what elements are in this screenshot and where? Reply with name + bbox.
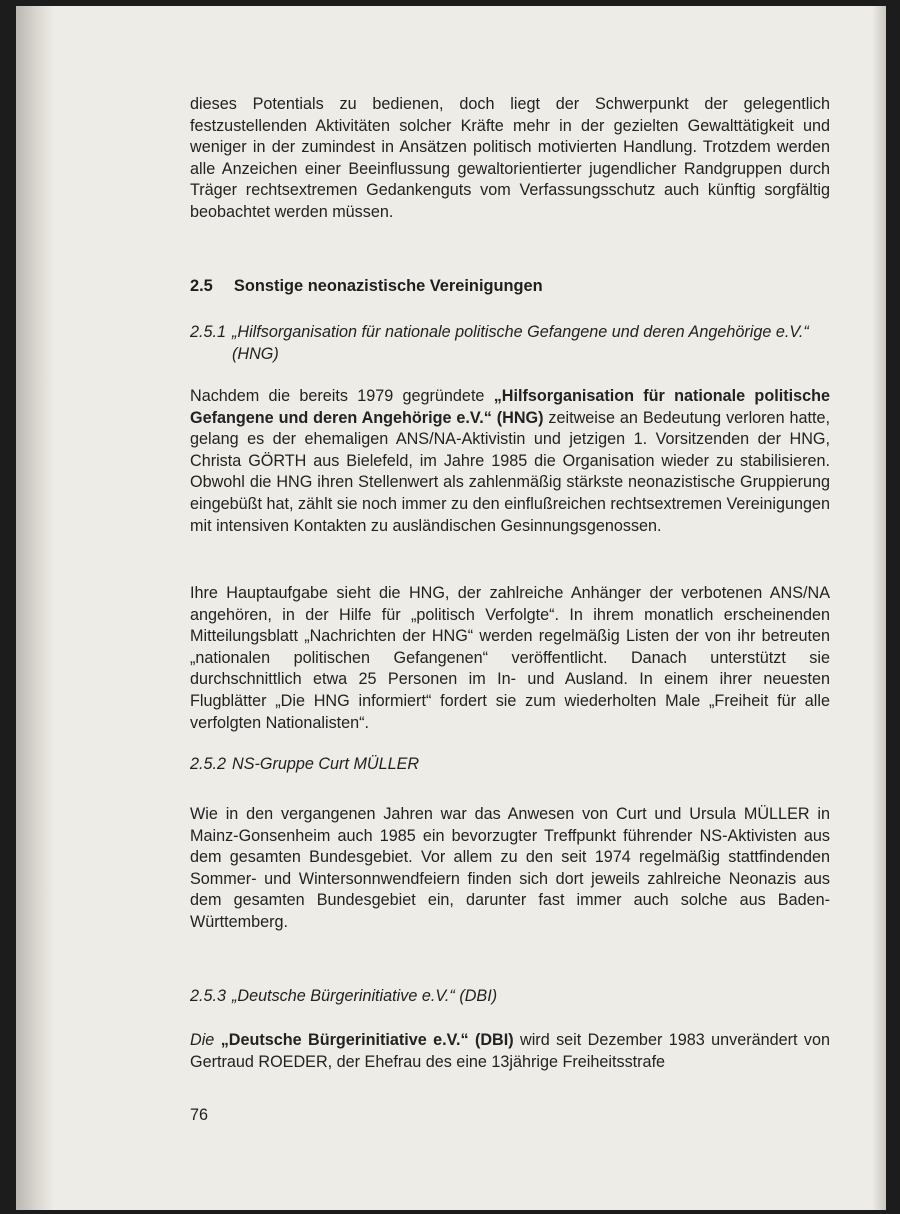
hng-paragraph-2: Ihre Hauptaufgabe sieht die HNG, der zahlreiche Anhänger der verbotenen ANS/NA angehören, in der Hilfe für „politisch Verfolgte“. In ihrem monatlich erscheinenden Mitteilungsblatt „Nachrichten der HNG“ werden regelmäßig Listen der von ihr betreuten „nationalen politischen Gefangenen“ veröffentlicht. Danach unterstützt sie durchschnittlich etwa 25 Personen im In- und Ausland. In einem ihrer neuesten Flugblätter „Die HNG informiert“ fordert sie zum wiederholten Male „Freiheit für alle verfolgten Nationalisten“. <box>190 584 830 732</box>
subsection-number: 2.5.3 <box>190 987 227 1005</box>
subsection-heading-2-5-1 <box>190 322 830 365</box>
text-run: zeitweise an Bedeutung verloren hatte, gelang es der ehemaligen ANS/NA-Aktivistin und jetzigen 1. Vorsitzenden der HNG, Christa GÖRTH aus Bielefeld, im Jahre 1985 die Organisation wieder zu stabilisieren. Obwohl die HNG ihren Stellenwert als zahlenmäßig stärkste neonazistische Gruppierung eingebüßt hat, zählt sie noch immer zu den einflußreichen rechtsextremen Vereinigungen mit intensiven Kontakten zu ausländischen Gesinnungsgenossen. <box>190 408 830 535</box>
hng-paragraph-1 <box>190 386 830 537</box>
subsection-number: 2.5.1 <box>190 323 227 341</box>
subsection-title: „Deutsche Bürgerinitiative e.V.“ (DBI) <box>232 987 498 1005</box>
text-run: Nachdem die bereits 1979 gegründete <box>190 387 494 405</box>
page-number: 76 <box>190 1106 209 1124</box>
section-heading-2-5 <box>190 277 830 296</box>
organization-name-bold: „Hilfsorganisation für nationale politische Gefangene und deren Angehörige e.V.“ (HNG) <box>190 387 830 427</box>
binding-shadow <box>16 6 54 1210</box>
mueller-paragraph: Wie in den vergangenen Jahren war das Anwesen von Curt und Ursula MÜLLER in Mainz-Gonsenheim auch 1985 ein bevorzugter Treffpunkt führender NS-Aktivisten aus dem gesamten Bundesgebiet. Vor allem zu den seit 1974 regelmäßig stattfindenden Sommer- und Wintersonnwendfeiern finden sich dort jeweils zahlreiche Neonazis aus dem gesamten Bundesgebiet ein, darunter fast immer auch solche aus Baden-Württemberg. <box>190 805 830 931</box>
subsection-heading-2-5-2 <box>190 754 830 776</box>
subsection-title: NS-Gruppe Curt MÜLLER <box>232 755 420 773</box>
subsection-title: „Hilfsorganisation für nationale politische Gefangene und deren Angehörige e.V.“ (HNG) <box>232 323 809 363</box>
dbi-paragraph <box>190 1030 830 1073</box>
subsection-heading-2-5-3 <box>190 986 830 1008</box>
intro-paragraph: dieses Potentials zu bedienen, doch liegt der Schwerpunkt der gelegentlich festzustellenden Aktivitäten solcher Kräfte mehr in der gezielten Gewalttätigkeit und weniger in der zumindest in Ansätzen politisch motivierten Handlung. Trotzdem werden alle Anzeichen einer Beeinflussung gewaltorientierter jugendlicher Randgruppen durch Träger rechtsextremen Gedankenguts vom Verfassungsschutz auch künftig sorgfältig beobachtet werden müssen. <box>190 95 830 221</box>
document-page <box>16 6 886 1210</box>
text-run-italic: Die <box>190 1031 221 1049</box>
section-number: 2.5 <box>190 277 213 295</box>
organization-name-bold: „Deutsche Bürgerinitiative e.V.“ (DBI) <box>220 1031 514 1049</box>
subsection-number: 2.5.2 <box>190 755 227 773</box>
page-edge-shadow <box>872 6 886 1210</box>
section-title: Sonstige neonazistische Vereinigungen <box>233 277 543 295</box>
text-run: wird seit Dezember 1983 unverändert von Gertraud ROEDER, der Ehefrau des eine 13jährige Freiheitsstrafe <box>190 1031 831 1071</box>
